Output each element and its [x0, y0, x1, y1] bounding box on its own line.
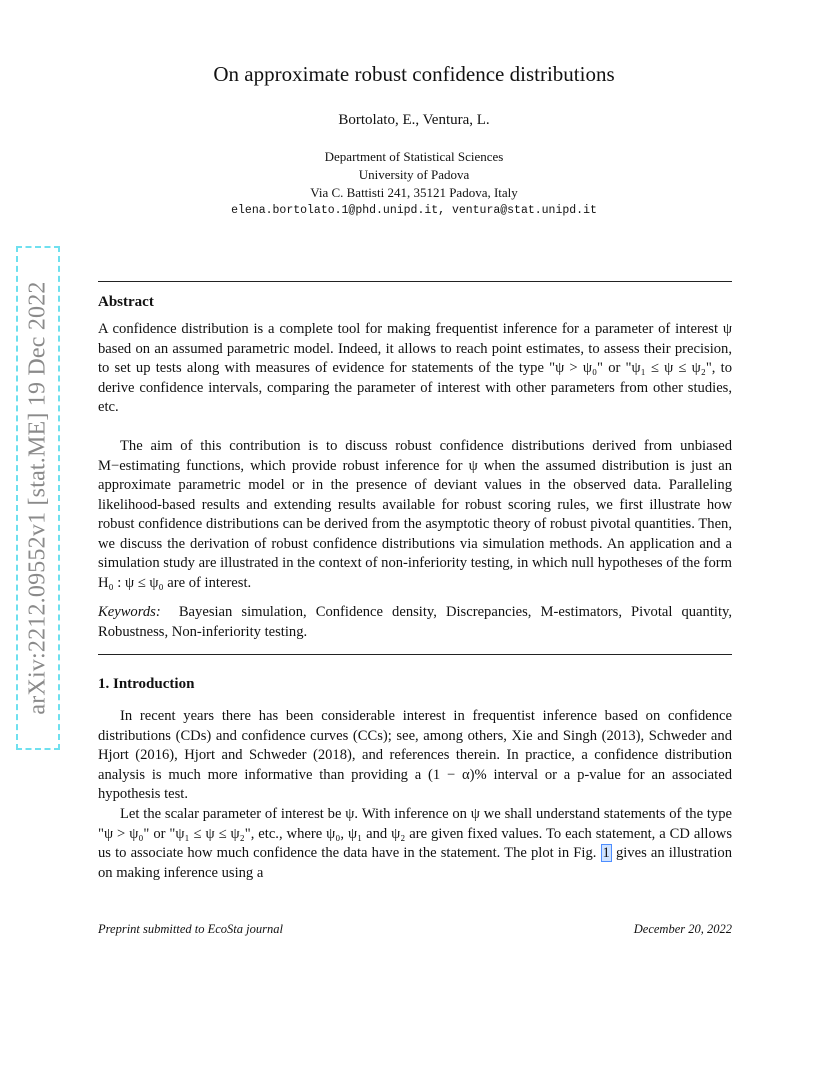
- intro-paragraph-1: In recent years there has been considerable interest in frequentist inference based on confidence distributions (CDs) and confidence curves (CCs); see, among others, Xie and Singh (2013), Schweder and Hjort (2016), Hjort and Schweder (2018), and references therein. In practice, a confidence distribution analysis is much more informative than providing a (1 − α)% interval or a p-value for an associated hypothesis test.: [98, 708, 732, 802]
- paper-title: On approximate robust confidence distributions: [213, 62, 615, 86]
- author-emails[interactable]: elena.bortolato.1@phd.unipd.it, ventura@stat.unipd.it: [231, 204, 597, 217]
- keywords-line: [98, 603, 732, 642]
- footer-preprint-note: Preprint submitted to EcoSta journal: [98, 922, 283, 936]
- paper-authors: Bortolato, E., Ventura, L.: [338, 112, 490, 128]
- abstract-bottom-rule: [98, 654, 732, 655]
- intro-paragraph-2-text: Let the scalar parameter of interest be ψ. With inference on ψ we shall understand statements of the type "ψ > ψ₀" or "ψ₁ ≤ ψ ≤ ψ₂", etc., where ψ₀, ψ₁ and ψ₂ are given fixed values. To each statement, a CD allows us to associate how much confidence the data have in the statement. The plot in Fig.: [98, 806, 732, 861]
- abstract-paragraph-2: The aim of this contribution is to discuss robust confidence distributions derived from unbiased M−estimating functions, which provide robust inference for ψ when the assumed distribution is just an approximate parametric model or in the presence of deviant values in the observed data. Paralleling likelihood-based results and extending results available for robust scoring rules, we first illustrate how robust confidence distributions can be derived from the asymptotic theory of robust pivotal quantities. Then, we discuss the derivation of robust confidence distributions via simulation methods. An application and a simulation study are illustrated in the context of non-inferiority testing, in which null hypotheses of the form H₀ : ψ ≤ ψ₀ are of interest.: [98, 438, 732, 591]
- affiliation-block: [0, 148, 828, 220]
- university: University of Padova: [358, 167, 470, 182]
- abstract-paragraph-1: A confidence distribution is a complete tool for making frequentist inference for a parameter of interest ψ based on an assumed parametric model. Indeed, it allows to reach point estimates, to assess their precision, to set up tests along with measures of evidence for statements of the type "ψ > ψ₀" or "ψ₁ ≤ ψ ≤ ψ₂", to derive confidence intervals, comparing the parameter of interest with other parameters from other studies, etc.: [98, 321, 732, 415]
- footer-date: December 20, 2022: [633, 922, 732, 936]
- arxiv-identifier[interactable]: arXiv:2212.09552v1 [stat.ME] 19 Dec 2022: [24, 281, 51, 715]
- keywords-label: Keywords:: [98, 604, 161, 620]
- keywords-list: Bayesian simulation, Confidence density, Discrepancies, M-estimators, Pivotal quantity, Robustness, Non-inferiority testing.: [98, 604, 732, 640]
- intro-paragraph-2-end: gives an illustration on making inference using a: [98, 845, 732, 881]
- address: Via C. Battisti 241, 35121 Padova, Italy: [310, 185, 518, 200]
- department: Department of Statistical Sciences: [324, 149, 504, 164]
- section-heading-introduction: 1. Introduction: [98, 676, 195, 692]
- abstract-heading: Abstract: [98, 294, 154, 310]
- intro-paragraph-2: [98, 805, 732, 883]
- figure-1-link[interactable]: 1: [602, 845, 610, 861]
- abstract-top-rule: [98, 281, 732, 282]
